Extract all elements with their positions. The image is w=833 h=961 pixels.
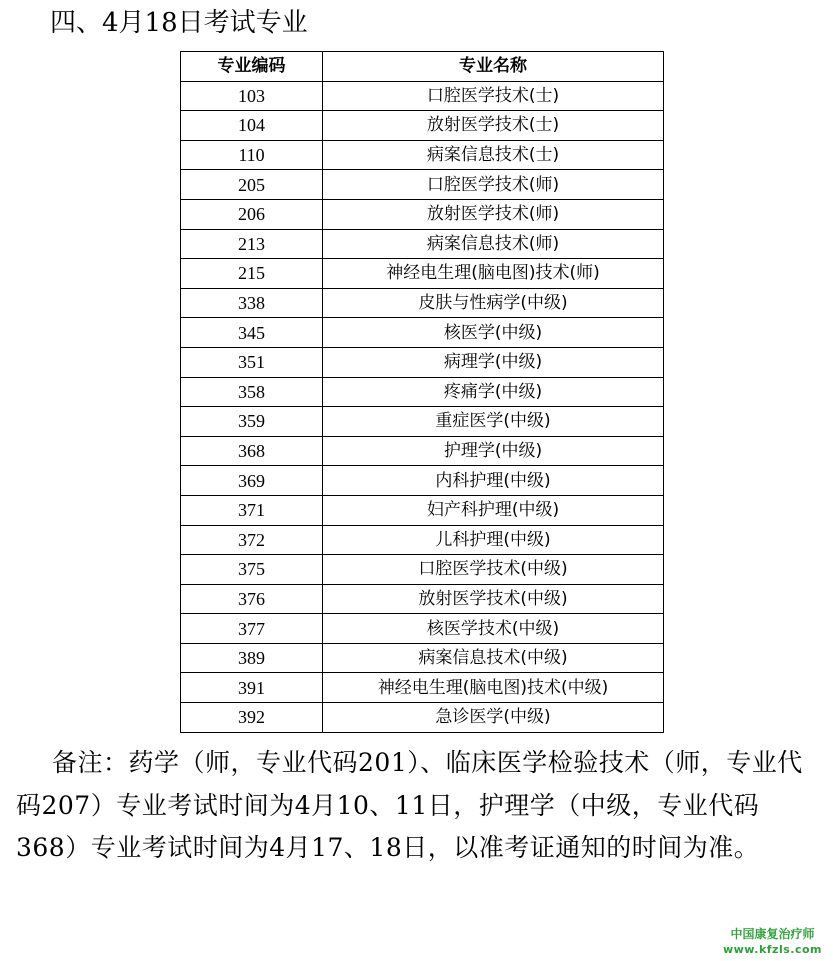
major-code-cell: 110 [181, 140, 323, 170]
table-row [181, 673, 664, 703]
table-row [181, 555, 664, 585]
watermark-site-name: 中国康复治疗师 [730, 927, 815, 941]
major-name-cell: 护理学(中级) [323, 436, 664, 466]
major-code-cell: 358 [181, 377, 323, 407]
major-name-cell: 放射医学技术(师) [323, 199, 664, 229]
major-name-cell: 放射医学技术(中级) [323, 584, 664, 614]
major-name-cell: 口腔医学技术(中级) [323, 555, 664, 585]
major-code-cell: 368 [181, 436, 323, 466]
table-row [181, 318, 664, 348]
table-row [181, 703, 664, 733]
major-code-cell: 371 [181, 495, 323, 525]
table-row [181, 643, 664, 673]
table-row [181, 170, 664, 200]
major-code-cell: 375 [181, 555, 323, 585]
table-header-row [181, 52, 664, 82]
major-name-cell: 放射医学技术(士) [323, 111, 664, 141]
major-code-cell: 369 [181, 466, 323, 496]
table-row [181, 347, 664, 377]
site-watermark [720, 927, 825, 957]
table-row [181, 525, 664, 555]
major-code-cell: 351 [181, 347, 323, 377]
major-name-cell: 急诊医学(中级) [323, 703, 664, 733]
major-code-cell: 391 [181, 673, 323, 703]
column-header-name: 专业名称 [323, 52, 664, 82]
major-code-cell: 215 [181, 259, 323, 289]
major-name-cell: 皮肤与性病学(中级) [323, 288, 664, 318]
major-code-cell: 389 [181, 643, 323, 673]
major-name-cell: 重症医学(中级) [323, 407, 664, 437]
section-heading: 四、4月18日考试专业 [50, 8, 308, 38]
table-row [181, 199, 664, 229]
watermark-url: www.kfzls.com [722, 943, 822, 956]
major-code-cell: 392 [181, 703, 323, 733]
major-name-cell: 病案信息技术(师) [323, 229, 664, 259]
table-row [181, 436, 664, 466]
major-name-cell: 病案信息技术(士) [323, 140, 664, 170]
table-row [181, 140, 664, 170]
major-name-cell: 口腔医学技术(师) [323, 170, 664, 200]
major-name-cell: 核医学(中级) [323, 318, 664, 348]
major-code-cell: 205 [181, 170, 323, 200]
major-name-cell: 神经电生理(脑电图)技术(中级) [323, 673, 664, 703]
major-code-cell: 104 [181, 111, 323, 141]
remark-paragraph: 备注：药学（师，专业代码201）、临床医学检验技术（师，专业代码207）专业考试时间为4月10、11日，护理学（中级，专业代码368）专业考试时间为4月17、18日，以准考证通知的时间为准。 [16, 748, 803, 862]
table-row [181, 111, 664, 141]
major-name-cell: 核医学技术(中级) [323, 614, 664, 644]
major-table [180, 51, 664, 733]
table-row [181, 495, 664, 525]
major-name-cell: 妇产科护理(中级) [323, 495, 664, 525]
major-code-cell: 338 [181, 288, 323, 318]
table-row [181, 229, 664, 259]
table-row [181, 614, 664, 644]
table-body [181, 81, 664, 732]
table-row [181, 466, 664, 496]
major-name-cell: 疼痛学(中级) [323, 377, 664, 407]
table-row [181, 584, 664, 614]
major-name-cell: 病案信息技术(中级) [323, 643, 664, 673]
major-name-cell: 内科护理(中级) [323, 466, 664, 496]
column-header-code: 专业编码 [181, 52, 323, 82]
major-name-cell: 口腔医学技术(士) [323, 81, 664, 111]
table-row [181, 407, 664, 437]
major-code-cell: 376 [181, 584, 323, 614]
major-code-cell: 372 [181, 525, 323, 555]
table-row [181, 81, 664, 111]
major-name-cell: 病理学(中级) [323, 347, 664, 377]
table-row [181, 259, 664, 289]
table-row [181, 377, 664, 407]
major-code-cell: 103 [181, 81, 323, 111]
table-row [181, 288, 664, 318]
major-code-cell: 345 [181, 318, 323, 348]
major-code-cell: 213 [181, 229, 323, 259]
major-code-cell: 377 [181, 614, 323, 644]
major-code-cell: 359 [181, 407, 323, 437]
major-name-cell: 神经电生理(脑电图)技术(师) [323, 259, 664, 289]
major-code-cell: 206 [181, 199, 323, 229]
major-name-cell: 儿科护理(中级) [323, 525, 664, 555]
